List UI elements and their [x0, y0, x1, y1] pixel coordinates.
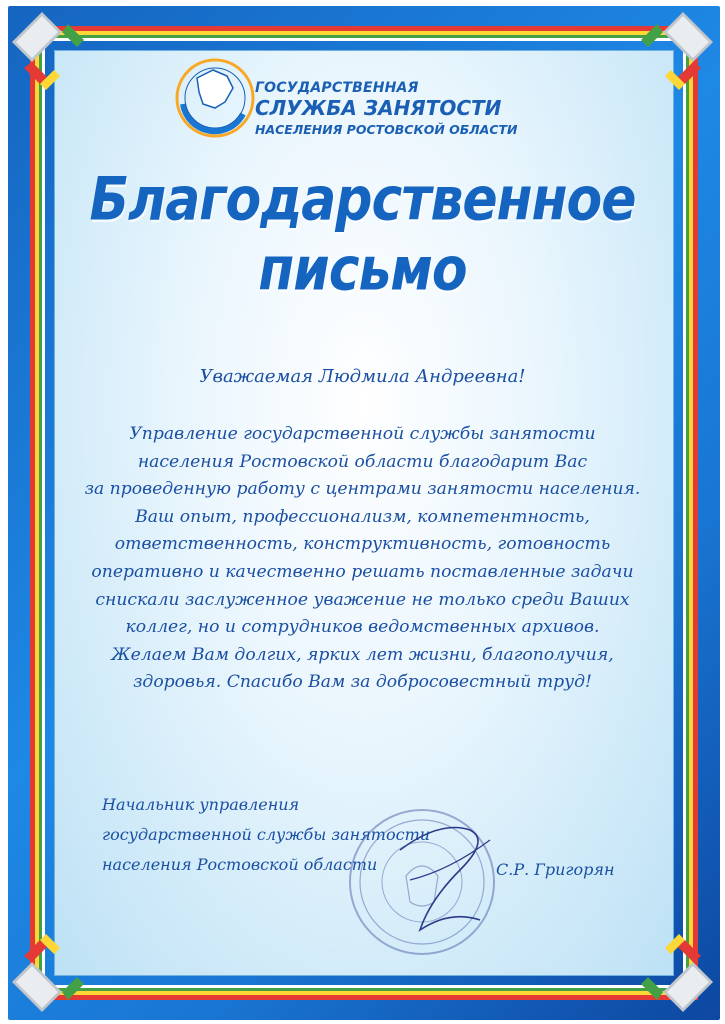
logo-line-1: ГОСУДАРСТВЕННАЯ: [255, 80, 419, 96]
corner-ribbon-bottom-right: [628, 927, 723, 1022]
body-line: Управление государственной службы занятости: [129, 424, 596, 444]
signer-position-line-3: населения Ростовской области: [102, 855, 378, 874]
body-line: Желаем Вам долгих, ярких лет жизни, благополучия,: [111, 644, 614, 665]
employment-service-logo: [175, 48, 565, 148]
corner-ribbon-bottom-left: [2, 927, 97, 1022]
certificate-title-line-2: письмо: [258, 235, 467, 305]
body-line: Ваш опыт, профессионализм, компетентность,: [135, 506, 590, 527]
body-line: за проведенную работу с центрами занятости населения.: [84, 479, 641, 500]
body-line: ответственность, конструктивность, готовность: [114, 534, 611, 555]
certificate-title-line-1: Благодарственное: [89, 165, 636, 235]
signer-position-line-1: Начальник управления: [102, 795, 300, 814]
logo-emblem-icon: [175, 48, 255, 144]
logo-line-2: СЛУЖБА ЗАНЯТОСТИ: [255, 96, 502, 120]
corner-ribbon-top-left: [2, 2, 97, 97]
handwritten-signature: [380, 810, 510, 950]
body-line: коллег, но и сотрудников ведомственных архивов.: [125, 617, 600, 638]
logo-line-3: НАСЕЛЕНИЯ РОСТОВСКОЙ ОБЛАСТИ: [255, 122, 518, 137]
body-line: оперативно и качественно решать поставленные задачи: [91, 561, 634, 582]
body-line: населения Ростовской области благодарит Вас: [137, 451, 588, 472]
signer-name: С.Р. Григорян: [496, 860, 615, 879]
corner-ribbon-top-right: [628, 2, 723, 97]
letter-body: [62, 421, 663, 697]
greeting: Уважаемая Людмила Андреевна!: [199, 366, 526, 387]
body-line: снискали заслуженное уважение не только среди Ваших: [95, 589, 630, 610]
signer-position-line-2: государственной службы занятости: [102, 825, 431, 844]
body-line: здоровья. Спасибо Вам за добросовестный труд!: [133, 672, 592, 693]
